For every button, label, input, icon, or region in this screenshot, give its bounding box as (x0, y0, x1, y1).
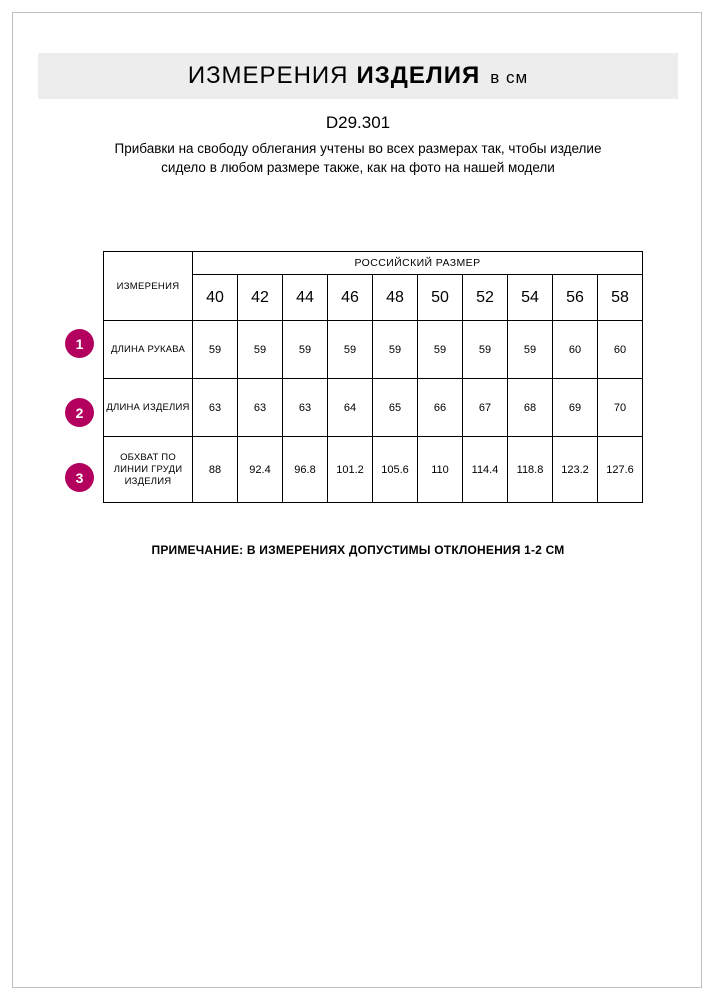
cell-r2-c6: 66 (418, 379, 463, 437)
title-units: в см (490, 68, 529, 87)
table-corner-label: ИЗМЕРЕНИЯ (104, 252, 193, 321)
cell-r3-c7: 114.4 (463, 437, 508, 503)
cell-r3-c10: 127.6 (598, 437, 643, 503)
row-label-product-length: ДЛИНА ИЗДЕЛИЯ (104, 379, 193, 437)
size-header-40: 40 (193, 275, 238, 321)
cell-r1-c9: 60 (553, 321, 598, 379)
cell-r1-c5: 59 (373, 321, 418, 379)
cell-r1-c8: 59 (508, 321, 553, 379)
measurements-table (103, 251, 643, 503)
cell-r3-c2: 92.4 (238, 437, 283, 503)
cell-r1-c6: 59 (418, 321, 463, 379)
table-group-header-row (104, 252, 643, 275)
cell-r2-c5: 65 (373, 379, 418, 437)
cell-r2-c2: 63 (238, 379, 283, 437)
table-row (104, 321, 643, 379)
size-header-46: 46 (328, 275, 373, 321)
cell-r2-c8: 68 (508, 379, 553, 437)
size-chart-page (12, 12, 702, 988)
row-label-chest-girth: ОБХВАТ ПО ЛИНИИ ГРУДИ ИЗДЕЛИЯ (104, 437, 193, 503)
page-title (188, 62, 528, 90)
size-header-52: 52 (463, 275, 508, 321)
cell-r2-c4: 64 (328, 379, 373, 437)
cell-r3-c1: 88 (193, 437, 238, 503)
size-header-58: 58 (598, 275, 643, 321)
size-header-54: 54 (508, 275, 553, 321)
row-label-sleeve-length: ДЛИНА РУКАВА (104, 321, 193, 379)
cell-r3-c3: 96.8 (283, 437, 328, 503)
header-band (38, 53, 678, 99)
table-group-header: РОССИЙСКИЙ РАЗМЕР (193, 252, 643, 275)
cell-r1-c2: 59 (238, 321, 283, 379)
subtitle-text: Прибавки на свободу облегания учтены во всех размерах так, чтобы изделие сидело в любом размере также, как на фото на нашей модели (114, 141, 602, 175)
cell-r2-c1: 63 (193, 379, 238, 437)
cell-r1-c7: 59 (463, 321, 508, 379)
cell-r2-c10: 70 (598, 379, 643, 437)
cell-r2-c7: 67 (463, 379, 508, 437)
cell-r1-c10: 60 (598, 321, 643, 379)
title-light: ИЗМЕРЕНИЯ (187, 62, 349, 89)
cell-r3-c5: 105.6 (373, 437, 418, 503)
cell-r1-c4: 59 (328, 321, 373, 379)
row-badge-3: 3 (65, 463, 94, 492)
table-row (104, 437, 643, 503)
cell-r3-c9: 123.2 (553, 437, 598, 503)
cell-r1-c1: 59 (193, 321, 238, 379)
cell-r3-c4: 101.2 (328, 437, 373, 503)
size-header-44: 44 (283, 275, 328, 321)
size-header-50: 50 (418, 275, 463, 321)
cell-r2-c9: 69 (553, 379, 598, 437)
cell-r3-c6: 110 (418, 437, 463, 503)
size-header-56: 56 (553, 275, 598, 321)
row-badge-1: 1 (65, 329, 94, 358)
product-code: D29.301 (325, 113, 391, 132)
title-bold: ИЗДЕЛИЯ (356, 62, 481, 89)
row-badge-2: 2 (65, 398, 94, 427)
cell-r1-c3: 59 (283, 321, 328, 379)
size-header-48: 48 (373, 275, 418, 321)
cell-r2-c3: 63 (283, 379, 328, 437)
table-row (104, 379, 643, 437)
cell-r3-c8: 118.8 (508, 437, 553, 503)
note-text: ПРИМЕЧАНИЕ: В ИЗМЕРЕНИЯХ ДОПУСТИМЫ ОТКЛОНЕНИЯ 1-2 СМ (151, 543, 565, 557)
size-header-42: 42 (238, 275, 283, 321)
